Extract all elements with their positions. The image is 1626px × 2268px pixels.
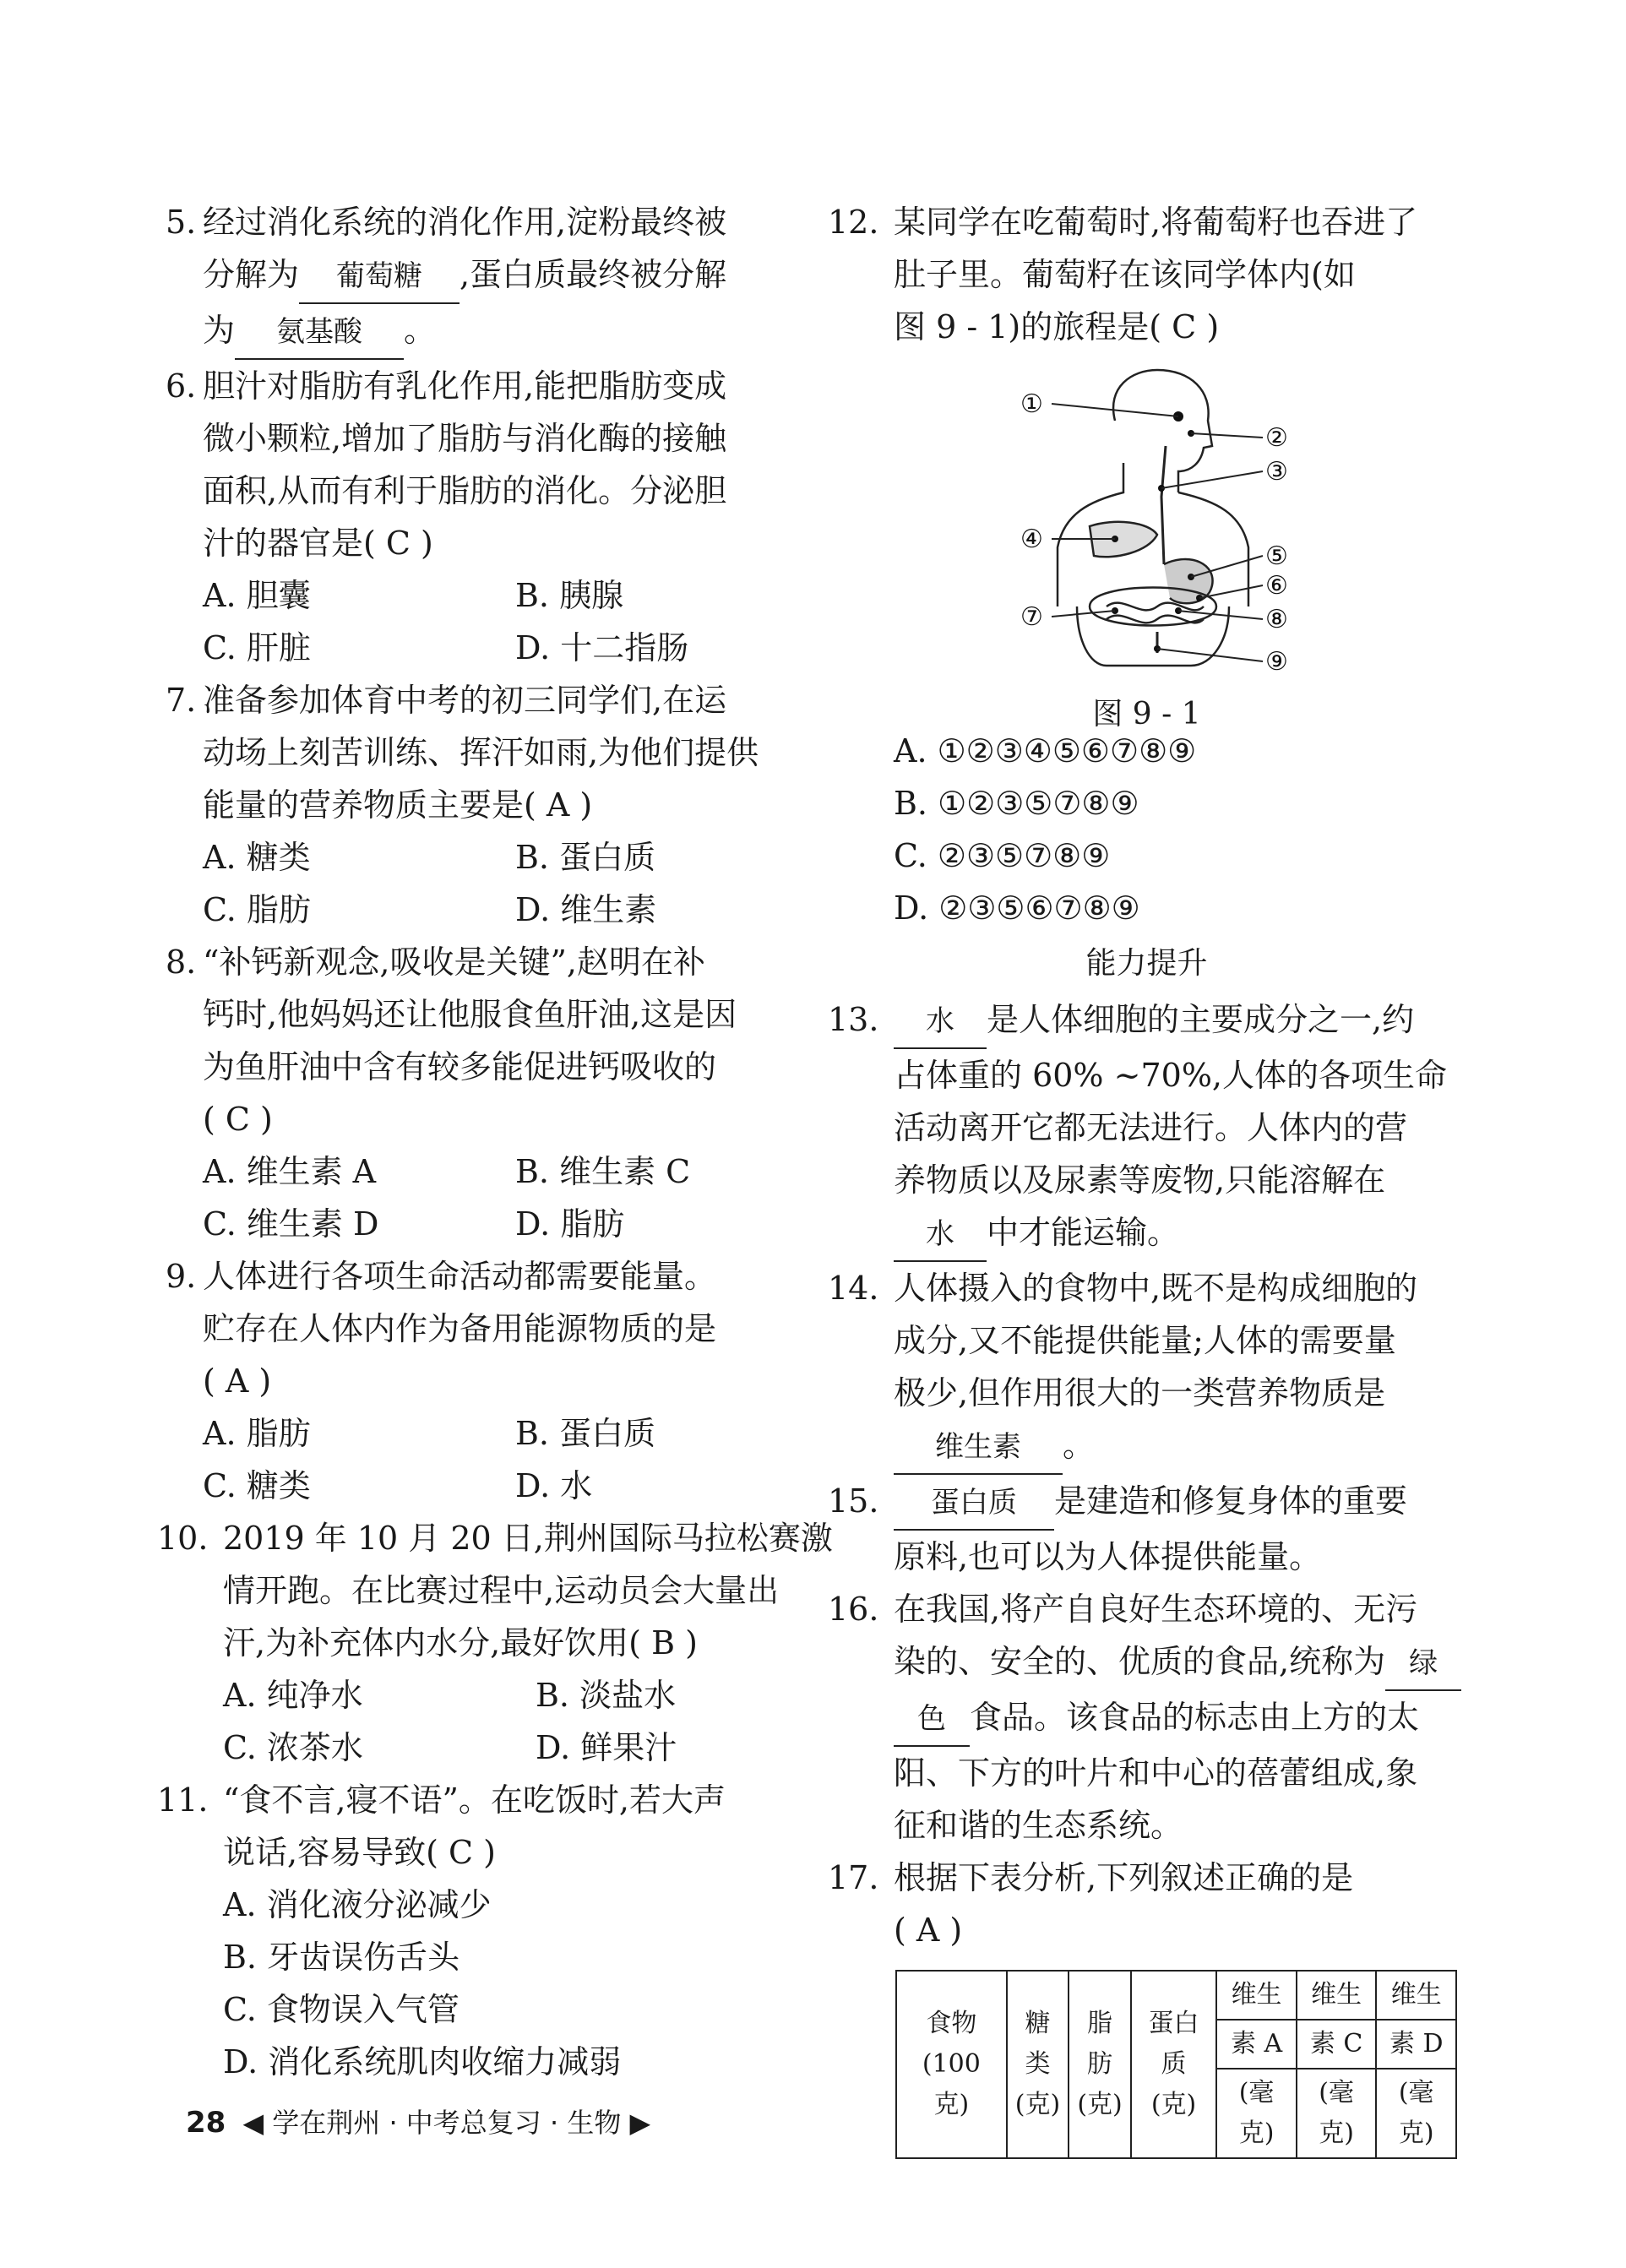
options <box>166 831 782 936</box>
table-cell: (毫克) <box>1297 2069 1377 2158</box>
question-text: ( A ) <box>203 1362 272 1400</box>
option-a: A. 消化液分泌减少 <box>223 1886 492 1923</box>
option-d: D. 脂肪 <box>515 1205 625 1243</box>
digestive-system-figure <box>836 353 1457 732</box>
question-text: ( A ) <box>894 1912 963 1949</box>
question-text: 为鱼肝油中含有较多能促进钙吸收的 <box>203 1048 717 1085</box>
option-c: C. 维生素 D <box>203 1205 379 1243</box>
question-text: 染的、安全的、优质的食品,统称为 <box>894 1643 1386 1680</box>
question-text: 面积,从而有利于脂肪的消化。分泌胆 <box>203 472 727 509</box>
question-text: 。 <box>404 312 437 349</box>
question-number: 7. <box>166 682 197 719</box>
question-text: 图 9 - 1)的旅程是( C ) <box>894 308 1220 345</box>
question-number: 11. <box>157 1781 209 1819</box>
question-text: 汗,为补充体内水分,最好饮用( B ) <box>223 1624 698 1662</box>
question-text: 为 <box>203 312 236 349</box>
question-text: 某同学在吃葡萄时,将葡萄籽也吞进了 <box>894 204 1418 241</box>
question-13 <box>828 993 1457 1262</box>
question-number: 12. <box>828 204 879 241</box>
question-text: 活动离开它都无法进行。人体内的营 <box>894 1109 1408 1146</box>
options <box>166 569 782 674</box>
answer-blank: 氨基酸 <box>235 306 404 360</box>
question-text: 中才能运输。 <box>987 1214 1180 1251</box>
question-text: 是人体细胞的主要成分之一,约 <box>987 1001 1415 1038</box>
table-cell: (毫克) <box>1216 2069 1297 2158</box>
option-c: C. 肝脏 <box>203 629 311 666</box>
question-text: 肚子里。葡萄籽在该同学体内(如 <box>894 256 1356 293</box>
question-12 <box>828 196 1457 353</box>
option-c: C. ②③⑤⑦⑧⑨ <box>894 837 1111 874</box>
table-cell: 食物 (100 克) <box>896 1971 1007 2158</box>
figure-caption: 图 9 - 1 <box>1092 697 1201 732</box>
footer-text: ◀ 学在荆州 · 中考总复习 · 生物 ▶ <box>242 2107 651 2139</box>
question-10 <box>157 1512 833 1669</box>
answer-blank: 色 <box>894 1693 970 1747</box>
label-2: ② <box>1265 423 1288 453</box>
option-b: B. ①②③⑤⑦⑧⑨ <box>894 785 1139 822</box>
option-d: D. ②③⑤⑥⑦⑧⑨ <box>894 889 1140 927</box>
question-14 <box>828 1262 1457 1475</box>
option-d: D. 鲜果汁 <box>536 1729 677 1766</box>
question-9 <box>166 1250 782 1407</box>
label-6: ⑥ <box>1265 571 1288 601</box>
question-text: “补钙新观念,吸收是关键”,赵明在补 <box>203 944 706 981</box>
table-cell: 糖类 (克) <box>1007 1971 1069 2158</box>
question-number: 8. <box>166 944 197 981</box>
label-9: ⑨ <box>1265 647 1288 674</box>
question-11 <box>157 1774 782 1879</box>
options <box>166 1407 782 1512</box>
question-text: 准备参加体育中考的初三同学们,在运 <box>203 682 727 719</box>
label-8: ⑧ <box>1265 605 1288 634</box>
question-text: 动场上刻苦训练、挥汗如雨,为他们提供 <box>203 734 759 771</box>
answer-blank: 水 <box>894 995 987 1049</box>
option-b: B. 淡盐水 <box>536 1677 677 1714</box>
option-a: A. 纯净水 <box>223 1677 363 1714</box>
question-text: 贮存在人体内作为备用能源物质的是 <box>203 1310 717 1347</box>
question-number: 15. <box>828 1482 879 1520</box>
question-6 <box>166 360 782 569</box>
table-cell: 蛋白质 (克) <box>1131 1971 1216 2158</box>
right-column <box>828 196 1457 2159</box>
table-cell: 维生 <box>1216 1971 1297 2020</box>
page-number: 28 <box>186 2106 226 2140</box>
nutrition-table <box>895 1970 1457 2159</box>
table-cell: 维生 <box>1376 1971 1456 2020</box>
option-a: A. 胆囊 <box>203 577 311 614</box>
digestive-system-diagram <box>836 353 1457 674</box>
answer-blank: 绿 <box>1385 1637 1461 1691</box>
question-text: 征和谐的生态系统。 <box>894 1807 1183 1844</box>
answer-blank: 葡萄糖 <box>299 250 460 304</box>
options <box>166 1879 782 2088</box>
option-a: A. ①②③④⑤⑥⑦⑧⑨ <box>894 732 1197 770</box>
question-7 <box>166 674 782 831</box>
label-1: ① <box>1020 389 1043 419</box>
question-text: 说话,容易导致( C ) <box>223 1834 496 1871</box>
question-text: 汁的器官是( C ) <box>203 525 433 562</box>
question-text: 极少,但作用很大的一类营养物质是 <box>894 1374 1386 1411</box>
question-8 <box>166 936 782 1145</box>
answer-blank: 水 <box>894 1208 987 1262</box>
question-16 <box>828 1583 1457 1852</box>
question-number: 13. <box>828 1001 879 1038</box>
question-5 <box>166 196 782 360</box>
question-number: 14. <box>828 1270 879 1307</box>
question-number: 17. <box>828 1859 879 1896</box>
option-c: C. 糖类 <box>203 1467 311 1504</box>
question-text: “食不言,寝不语”。在吃饭时,若大声 <box>223 1781 726 1819</box>
question-text: 在我国,将产自良好生态环境的、无污 <box>894 1591 1418 1628</box>
question-text: 钙时,他妈妈还让他服食鱼肝油,这是因 <box>203 996 737 1033</box>
question-text: 胆汁对脂肪有乳化作用,能把脂肪变成 <box>203 367 727 405</box>
left-column <box>157 196 833 2088</box>
option-c: C. 脂肪 <box>203 891 311 928</box>
question-text: 情开跑。在比赛过程中,运动员会大量出 <box>223 1572 780 1609</box>
question-text: 食品。该食品的标志由上方的太 <box>970 1699 1420 1736</box>
question-text: 占体重的 60% ~70%,人体的各项生命 <box>894 1057 1448 1094</box>
question-text: 。 <box>1063 1427 1096 1464</box>
question-text: 根据下表分析,下列叙述正确的是 <box>894 1859 1354 1896</box>
table-cell: 素 A <box>1216 2020 1297 2069</box>
option-d: D. 维生素 <box>515 891 657 928</box>
option-b: B. 维生素 C <box>515 1153 691 1190</box>
question-number: 10. <box>157 1520 209 1557</box>
question-text: 能量的营养物质主要是( A ) <box>203 786 593 824</box>
answer-blank: 蛋白质 <box>894 1477 1054 1531</box>
option-b: B. 胰腺 <box>515 577 624 614</box>
option-a: A. 糖类 <box>203 839 311 876</box>
table-cell: 脂肪 (克) <box>1069 1971 1131 2158</box>
label-7: ⑦ <box>1020 602 1043 632</box>
option-a: A. 脂肪 <box>203 1415 311 1452</box>
question-text: 微小颗粒,增加了脂肪与消化酶的接触 <box>203 420 727 457</box>
label-3: ③ <box>1265 457 1288 487</box>
question-number: 16. <box>828 1591 879 1628</box>
options <box>166 1145 782 1250</box>
option-d: D. 水 <box>515 1467 593 1504</box>
option-d: D. 十二指肠 <box>515 629 689 666</box>
question-text: 原料,也可以为人体提供能量。 <box>894 1538 1322 1575</box>
answer-blank: 维生素 <box>894 1421 1063 1475</box>
option-b: B. 蛋白质 <box>515 1415 656 1452</box>
question-number: 6. <box>166 367 197 405</box>
table-cell: 维生 <box>1297 1971 1377 2020</box>
option-a: A. 维生素 A <box>203 1153 377 1190</box>
question-text: 成分,又不能提供能量;人体的需要量 <box>894 1322 1396 1359</box>
question-text: 2019 年 10 月 20 日,荆州国际马拉松赛激 <box>223 1520 833 1557</box>
question-text: 人体摄入的食物中,既不是构成细胞的 <box>894 1270 1418 1307</box>
question-text: 阳、下方的叶片和中心的蓓蕾组成,象 <box>894 1754 1418 1792</box>
option-d: D. 消化系统肌肉收缩力减弱 <box>223 2043 622 2080</box>
option-b: B. 蛋白质 <box>515 839 656 876</box>
question-15 <box>828 1475 1457 1583</box>
question-text: 经过消化系统的消化作用,淀粉最终被 <box>203 204 727 241</box>
option-c: C. 食物误入气管 <box>223 1991 460 2028</box>
table-cell: (毫克) <box>1376 2069 1456 2158</box>
question-number: 9. <box>166 1258 197 1295</box>
question-17 <box>828 1852 1457 1956</box>
question-text: 分解为 <box>203 256 300 293</box>
label-5: ⑤ <box>1265 541 1288 571</box>
table-cell: 素 C <box>1297 2020 1377 2069</box>
option-b: B. 牙齿误伤舌头 <box>223 1939 460 1976</box>
question-text: ( C ) <box>203 1101 273 1138</box>
section-title: 能力提升 <box>1085 946 1208 981</box>
page-footer <box>186 2102 650 2140</box>
question-text: 人体进行各项生命活动都需要能量。 <box>203 1258 717 1295</box>
question-number: 5. <box>166 204 197 241</box>
options <box>836 725 1457 934</box>
table-cell: 素 D <box>1376 2020 1456 2069</box>
question-text: ,蛋白质最终被分解 <box>460 256 727 293</box>
table-row <box>896 1971 1456 2020</box>
label-4: ④ <box>1020 525 1043 554</box>
option-c: C. 浓茶水 <box>223 1729 363 1766</box>
question-text: 是建造和修复身体的重要 <box>1054 1482 1408 1520</box>
options <box>166 1669 782 1774</box>
question-text: 养物质以及尿素等废物,只能溶解在 <box>894 1161 1386 1199</box>
